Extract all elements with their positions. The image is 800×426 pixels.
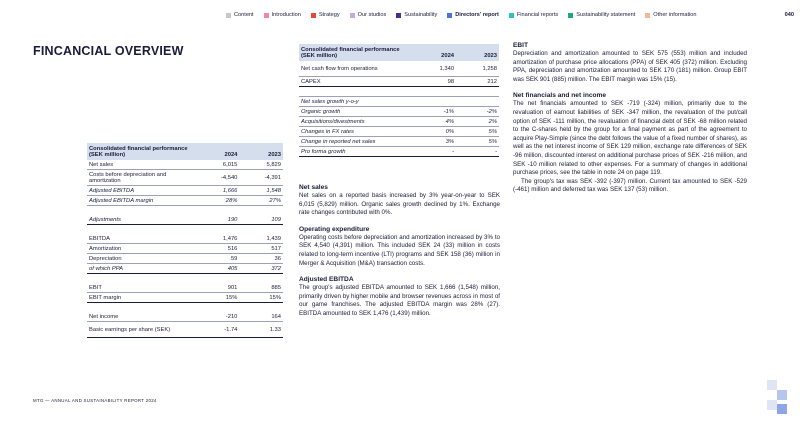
table-row <box>299 117 499 127</box>
row-label: Changes in FX rates <box>299 127 413 137</box>
table-row <box>299 61 499 77</box>
table-spacer <box>87 303 283 313</box>
row-label: Net income <box>87 312 196 322</box>
table-spacer <box>299 87 499 97</box>
row-label: Net sales growth y-o-y <box>299 97 413 107</box>
row-value-2024: 1,476 <box>196 234 240 244</box>
row-value-2024: 1,666 <box>196 186 240 196</box>
right-text-column <box>513 41 747 202</box>
nav-color-swatch-icon <box>264 13 269 18</box>
row-value-2024: -210 <box>196 312 240 322</box>
row-label: Net sales <box>87 160 196 170</box>
ebit-heading: EBIT <box>513 42 529 49</box>
page-title: FINCANCIAL OVERVIEW <box>33 44 184 58</box>
nav-item-label: Directors' report <box>455 12 499 18</box>
row-value-2023: 1,548 <box>239 186 283 196</box>
deco-square <box>777 390 787 400</box>
header-label: Consolidated financial performance (SEK million) <box>299 44 413 61</box>
table-row <box>87 312 283 322</box>
row-value-2023: 212 <box>456 77 499 87</box>
nav-item-label: Introduction <box>271 12 301 18</box>
nav-color-swatch-icon <box>350 13 355 18</box>
row-value-2023: - <box>456 147 499 157</box>
nav-color-swatch-icon <box>226 13 231 18</box>
cash-flow-growth-table <box>299 44 499 157</box>
operating-expenditure-paragraph: Operating costs before depreciation and amortization increased by 3% to SEK 4,540 (4,391) million. This included SEK 24 (33) million in costs related to long-term incentive (LTI) programs and SEK 158 (36) million in Merger & Acquisition (M&A) transaction costs. <box>299 233 500 267</box>
nav-color-swatch-icon <box>311 13 316 18</box>
nav-item-directors-report[interactable] <box>447 12 499 18</box>
table-row <box>87 254 283 264</box>
table-spacer <box>87 206 283 216</box>
header-year-2024: 2024 <box>196 143 240 160</box>
row-value-2023: 5% <box>456 137 499 147</box>
row-label: EBIT margin <box>87 293 196 303</box>
row-value-2023: 109 <box>239 215 283 225</box>
nav-item-label: Sustainability statement <box>576 12 636 18</box>
nav-item-label: Sustainability <box>404 12 438 18</box>
table-row <box>299 137 499 147</box>
table-header <box>87 143 283 160</box>
adjusted-ebitda-paragraph: The group's adjusted EBITDA amounted to SEK 1,666 (1,548) million, primarily driven by higher mobile and browser revenues across in most of our game franchises. The adjusted EBITDA margin was 28% (27). EBITDA amounted to SEK 1,476 (1,439) million. <box>299 284 500 317</box>
nav-color-swatch-icon <box>509 13 514 18</box>
row-label: EBITDA <box>87 234 196 244</box>
middle-text-column <box>299 183 500 326</box>
table-row <box>87 234 283 244</box>
nav-item-financial-reports[interactable] <box>509 12 558 18</box>
row-value-2024 <box>413 97 456 107</box>
row-value-2024: 4% <box>413 117 456 127</box>
row-label: Depreciation <box>87 254 196 264</box>
nav-item-label: Strategy <box>318 12 340 18</box>
row-label: Change in reported net sales <box>299 137 413 147</box>
table-spacer <box>87 225 283 235</box>
nav-item-sustainability-statement[interactable] <box>568 12 635 18</box>
nav-color-swatch-icon <box>645 13 650 18</box>
nav-color-swatch-icon <box>568 13 573 18</box>
top-navigation <box>226 9 794 21</box>
table-row <box>87 283 283 293</box>
nav-item-sustainability[interactable] <box>396 12 437 18</box>
row-label: Organic growth <box>299 107 413 117</box>
nav-item-label: Content <box>234 12 254 18</box>
nav-item-other-information[interactable] <box>645 12 696 18</box>
nav-item-label: Our studios <box>357 12 387 18</box>
nav-color-swatch-icon <box>447 13 452 18</box>
table-row <box>87 322 283 338</box>
row-value-2024: -1.74 <box>196 322 240 338</box>
nav-item-our-studios[interactable] <box>350 12 387 18</box>
table-row <box>299 77 499 87</box>
row-value-2024: 98 <box>413 77 456 87</box>
row-value-2023: 372 <box>239 264 283 274</box>
row-value-2024: 405 <box>196 264 240 274</box>
row-value-2023: 5,829 <box>239 160 283 170</box>
row-label: Amortization <box>87 244 196 254</box>
row-value-2024: 15% <box>196 293 240 303</box>
table-row <box>87 215 283 225</box>
header-label: Consolidated financial performance (SEK million) <box>87 143 196 160</box>
row-label: Adjustments <box>87 215 196 225</box>
table-spacer <box>87 274 283 284</box>
row-value-2024: - <box>413 147 456 157</box>
decorative-squares-icon <box>767 380 795 414</box>
row-label: Basic earnings per share (SEK) <box>87 322 196 338</box>
row-value-2023: 1,439 <box>239 234 283 244</box>
table-row <box>299 147 499 157</box>
deco-square <box>767 380 777 390</box>
row-value-2024: 3% <box>413 137 456 147</box>
row-value-2024: 190 <box>196 215 240 225</box>
row-label: Adjusted EBITDA <box>87 186 196 196</box>
page-footer: MTG — ANNUAL AND SUSTAINABILITY REPORT 2024 <box>33 398 157 403</box>
row-value-2024: -4,540 <box>196 170 240 186</box>
ebit-paragraph: Depreciation and amortization amounted to SEK 575 (553) million and included amortization of purchase price allocations (PPA) of SEK 405 (372) million. Excluding PPA, depreciation and amortization amounted to SEK 170 (181) million. Group EBIT was SEK 901 (885) million. The EBIT margin was 15% (15). <box>513 50 747 83</box>
nav-item-label: Financial reports <box>516 12 559 18</box>
row-value-2023: 5% <box>456 127 499 137</box>
row-value-2023: -2% <box>456 107 499 117</box>
deco-square <box>777 404 787 414</box>
row-value-2023: 2% <box>456 117 499 127</box>
nav-item-content[interactable] <box>226 12 254 18</box>
row-value-2024: -1% <box>413 107 456 117</box>
net-financials-heading: Net financials and net income <box>513 92 607 100</box>
nav-item-strategy[interactable] <box>311 12 340 18</box>
deco-square <box>767 400 777 410</box>
row-label: Costs before depreciation and amortization <box>87 170 196 186</box>
table-row <box>299 127 499 137</box>
nav-item-label: Other information <box>653 12 697 18</box>
net-financials-paragraph: The net financials amounted to SEK -719 (-324) million, primarily due to the revaluation of earnout liabilities of SEK -347 million, the revaluation of the put/call option of SEK -111 million, the revaluation of financial debt of SEK -68 million related to the C-shares held by the group for a final payment as part of the agreement to acquire Play-Simple (since the debt follows the value of a fixed number of shares), as well as the net interest income of SEK 129 million, exchange rate differences of SEK -96 million, discounted interest on additional purchase prices of SEK -216 million, and SEK -10 million related to other expenses. For a summary of changes in additional purchase prices, see the table in note 24 on page 119. <box>513 100 747 177</box>
row-value-2023: 15% <box>239 293 283 303</box>
header-year-2023: 2023 <box>239 143 283 160</box>
page-number: 040 <box>784 12 794 18</box>
row-value-2024: 59 <box>196 254 240 264</box>
row-value-2023: 164 <box>239 312 283 322</box>
net-sales-paragraph: Net sales on a reported basis increased by 3% year-on-year to SEK 6,015 (5,829) million. Organic sales growth declined by 1%. Exchange rate changes contributed with 0%. <box>299 192 500 217</box>
row-value-2023: 885 <box>239 283 283 293</box>
row-label: Adjusted EBITDA margin <box>87 196 196 206</box>
row-value-2023: 1.33 <box>239 322 283 338</box>
row-value-2023: 517 <box>239 244 283 254</box>
table-row <box>87 196 283 206</box>
row-value-2024: 6,015 <box>196 160 240 170</box>
row-label: of which PPA <box>87 264 196 274</box>
table-row <box>87 186 283 196</box>
row-value-2024: 0% <box>413 127 456 137</box>
row-value-2023: 27% <box>239 196 283 206</box>
row-value-2024: 901 <box>196 283 240 293</box>
table-header <box>299 44 499 61</box>
row-label: Pro forma growth <box>299 147 413 157</box>
adjusted-ebitda-heading: Adjusted EBITDA <box>299 276 354 284</box>
operating-expenditure-heading: Operating expenditure <box>299 225 370 233</box>
table-row <box>299 97 499 107</box>
tax-paragraph: The group's tax was SEK -392 (-397) million. Current tax amounted to SEK -529 (-461) million and deferred tax was SEK 137 (53) million. <box>513 177 747 194</box>
row-label: CAPEX <box>299 77 413 87</box>
table-row <box>87 170 283 186</box>
row-label: Net cash flow from operations <box>299 61 413 77</box>
row-value-2023 <box>456 97 499 107</box>
row-label: Acquisitions/divestments <box>299 117 413 127</box>
nav-color-swatch-icon <box>396 13 401 18</box>
consolidated-financial-performance-table <box>87 143 283 338</box>
row-value-2024: 28% <box>196 196 240 206</box>
row-value-2024: 516 <box>196 244 240 254</box>
table-row <box>299 107 499 117</box>
net-sales-heading: Net sales <box>299 184 328 191</box>
row-value-2023: 36 <box>239 254 283 264</box>
nav-item-introduction[interactable] <box>264 12 301 18</box>
header-year-2024: 2024 <box>413 44 456 61</box>
table-row <box>87 264 283 274</box>
table-row <box>87 293 283 303</box>
header-year-2023: 2023 <box>456 44 499 61</box>
row-value-2023: -4,391 <box>239 170 283 186</box>
row-value-2024: 1,340 <box>413 61 456 77</box>
row-label: EBIT <box>87 283 196 293</box>
row-value-2023: 1,258 <box>456 61 499 77</box>
table-row <box>87 244 283 254</box>
table-row <box>87 160 283 170</box>
